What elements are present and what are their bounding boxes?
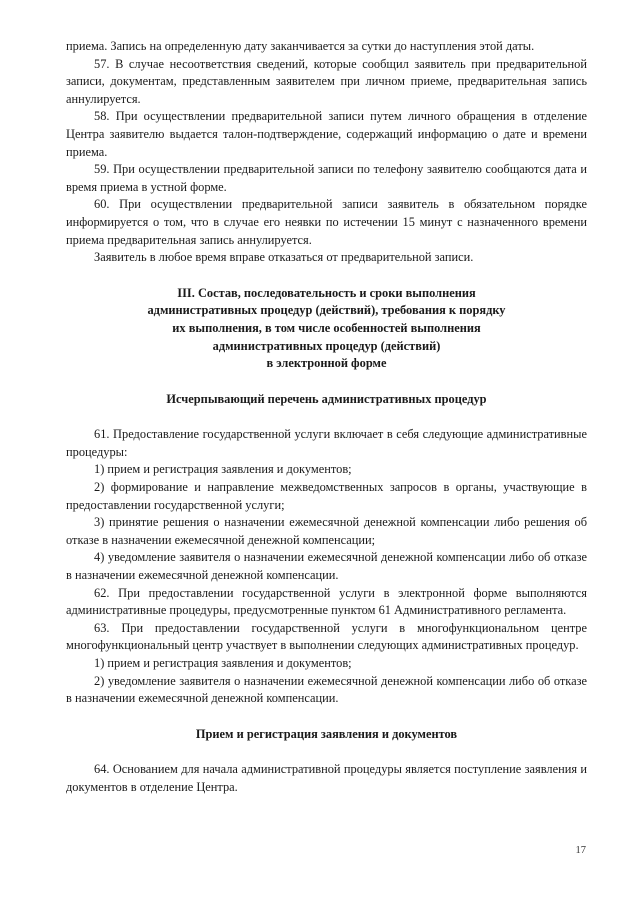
paragraph-continuation: приема. Запись на определенную дату заканчивается за сутки до наступления этой даты.: [66, 39, 535, 53]
paragraph-refuse: Заявитель в любое время вправе отказаться от предварительной записи.: [94, 250, 474, 265]
paragraph-60: 60. При осуществлении предварительной записи заявитель в обязательном порядке информируется о том, что в случае его неявки по истечении 15 минут с назначенного времени приема предварительная запись аннулируется.: [66, 197, 587, 247]
subheading-reception: Прием и регистрация заявления и документов: [195, 726, 458, 741]
section-heading-line: в электронной форме: [266, 356, 387, 371]
paragraph-57: 57. В случае несоответствия сведений, которые сообщил заявитель при предварительной записи, документам, представленным заявителем при личном приеме, предварительная запись аннулируется.: [66, 56, 587, 106]
paragraph-62: 62. При предоставлении государственной услуги в электронной форме выполняются административные процедуры, предусмотренные пунктом 61 Административного регламента.: [66, 585, 587, 618]
section-heading-line: III. Состав, последовательность и сроки выполнения: [177, 285, 476, 300]
section-heading-line: административных процедур (действий), требования к порядку: [147, 303, 506, 318]
list-item: 2) формирование и направление межведомственных запросов в органы, участвующие в предоставлении государственной услуги;: [66, 480, 587, 512]
list-item: 1) прием и регистрация заявления и документов;: [94, 462, 352, 477]
section-heading-line: их выполнения, в том числе особенностей выполнения: [172, 320, 481, 335]
paragraph-59: 59. При осуществлении предварительной записи по телефону заявителю сообщаются дата и время приема в устной форме.: [66, 162, 587, 194]
paragraph-58: 58. При осуществлении предварительной записи путем личного обращения в отделение Центра заявителю выдается талон-подтверждение, содержащий информацию о дате и времени приема.: [66, 109, 587, 159]
list-item: 3) принятие решения о назначении ежемесячной денежной компенсации либо решения об отказе в назначении ежемесячной денежной компенсации;: [66, 515, 587, 547]
section-heading: [66, 285, 587, 373]
page-body: [66, 38, 587, 797]
list-item: 1) прием и регистрация заявления и документов;: [94, 656, 352, 670]
paragraph-64: 64. Основанием для начала административной процедуры является поступление заявления и документов в отделение Центра.: [66, 762, 587, 794]
subheading-procedures-list: Исчерпывающий перечень административных процедур: [166, 391, 487, 406]
list-item: 4) уведомление заявителя о назначении ежемесячной денежной компенсации либо об отказе в назначении ежемесячной денежной компенсации.: [66, 550, 587, 583]
page-number: 17: [575, 845, 586, 856]
paragraph-61: 61. Предоставление государственной услуги включает в себя следующие административные процедуры:: [66, 427, 587, 459]
list-item: 2) уведомление заявителя о назначении ежемесячной денежной компенсации либо об отказе в назначении ежемесячной денежной компенсации.: [66, 673, 587, 706]
section-heading-line: административных процедур (действий): [212, 338, 441, 353]
paragraph-63: 63. При предоставлении государственной услуги в многофункциональном центре многофункциональный центр участвует в выполнении следующих административных процедур.: [66, 620, 587, 653]
